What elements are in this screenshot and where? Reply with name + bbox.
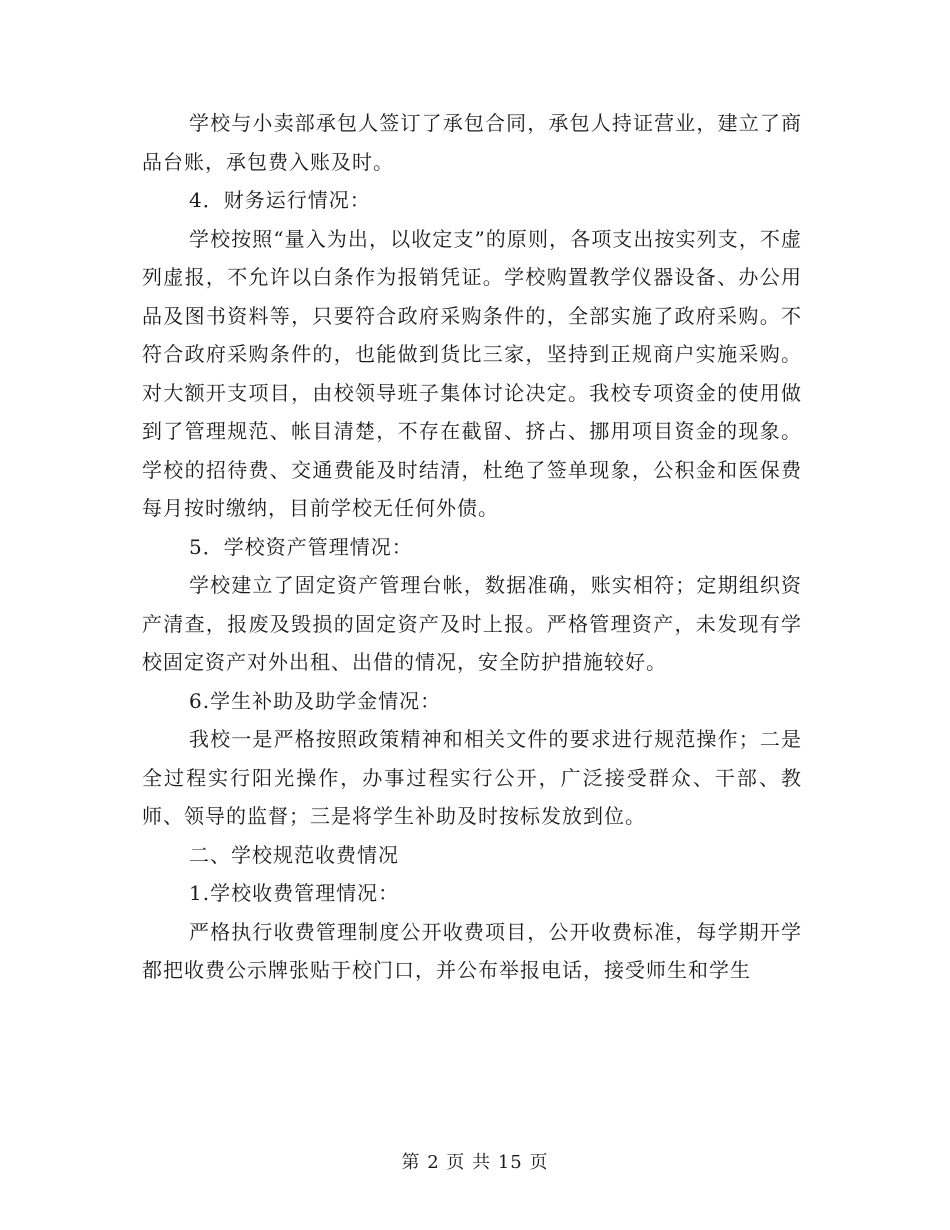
heading-fees: 二、学校规范收费情况 [189, 842, 399, 867]
paragraph-assets: 学校建立了固定资产管理台帐，数据准确，账实相符；定期组织资产清查，报废及毁损的固定资产及时上报。严格管理资产，未发现有学校固定资产对外出租、出借的情况，安全防护措施较好。 [142, 573, 802, 674]
paragraph-fee-management: 严格执行收费管理制度公开收费项目，公开收费标准，每学期开学都把收费公示牌张贴于校门口，并公布举报电话，接受师生和学生 [142, 919, 802, 982]
heading-finance: 4．财务运行情况： [189, 188, 371, 212]
paragraph-finance: 学校按照“量入为出，以收定支”的原则，各项支出按实列支，不虚列虚报，不允许以白条作为报销凭证。学校购置教学仪器设备、办公用品及图书资料等，只要符合政府采购条件的，全部实施了政府采购。不符合政府采购条件的，也能做到货比三家，坚持到正规商户实施采购。对大额开支项目，由校领导班子集体讨论决定。我校专项资金的使用做到了管理规范、帐目清楚，不存在截留、挤占、挪用项目资金的现象。学校的招待费、交通费能及时结清，杜绝了签单现象，公积金和医保费每月按时缴纳，目前学校无任何外债。 [142, 226, 802, 520]
heading-fee-management: 1.学校收费管理情况： [189, 881, 400, 905]
paragraph-contract: 学校与小卖部承包人签订了承包合同，承包人持证营业，建立了商品台账，承包费入账及时。 [142, 111, 802, 174]
document-body [142, 104, 802, 990]
heading-subsidy: 6.学生补助及助学金情况： [189, 688, 442, 713]
page-footer: 第 2 页 共 15 页 [401, 1152, 549, 1173]
paragraph-subsidy: 我校一是严格按照政策精神和相关文件的要求进行规范操作；二是全过程实行阳光操作，办事过程实行公开，广泛接受群众、干部、教师、领导的监督；三是将学生补助及时按标发放到位。 [142, 727, 802, 828]
heading-assets: 5．学校资产管理情况： [189, 534, 413, 559]
